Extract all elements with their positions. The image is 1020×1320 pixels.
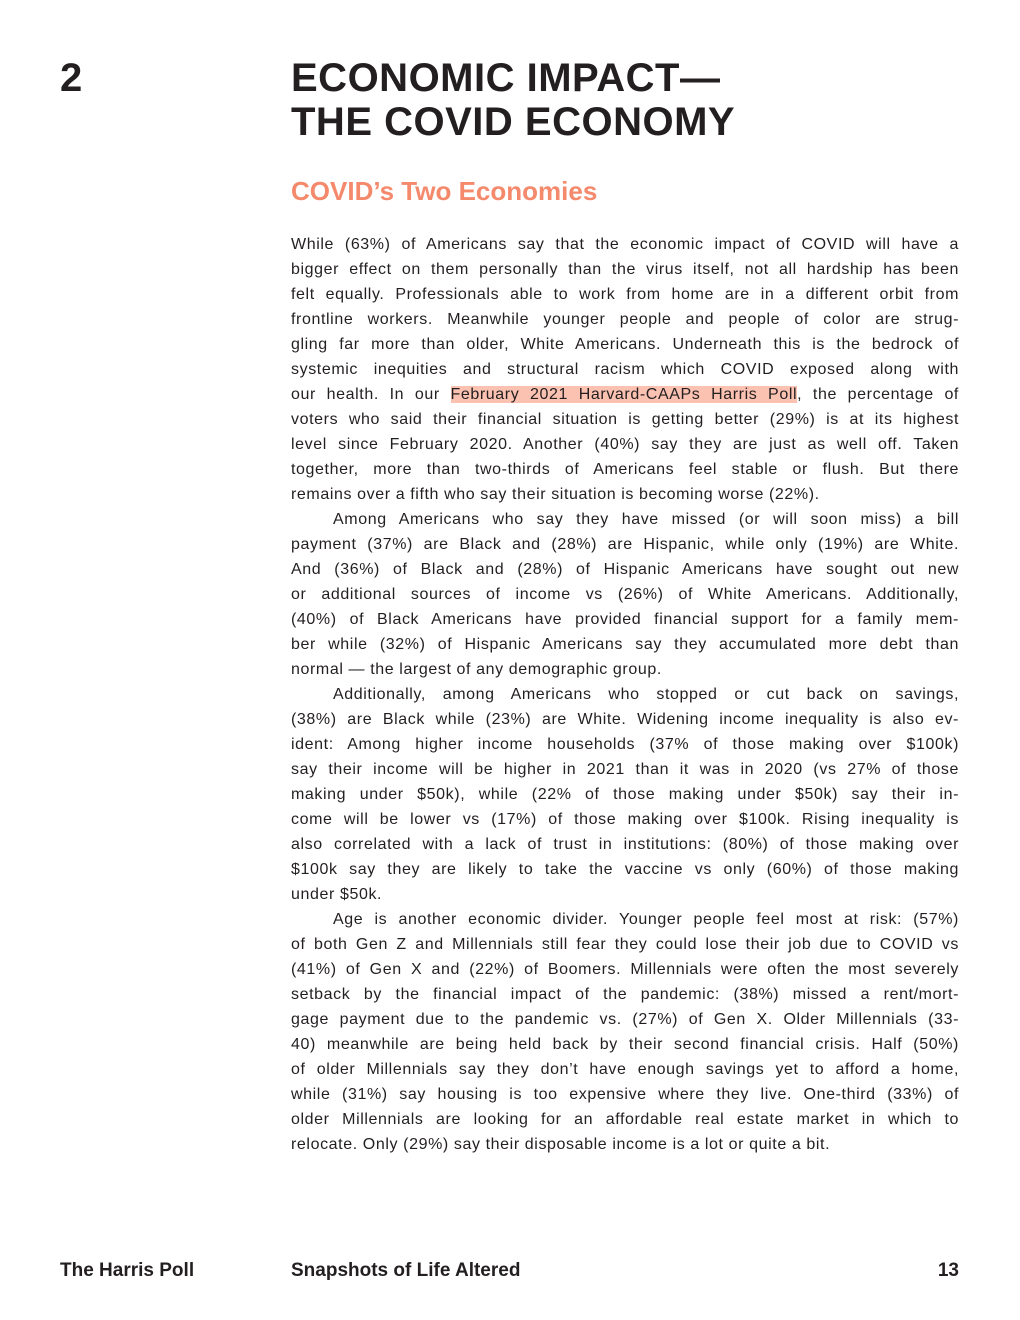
paragraph-line: older Millennials are looking for an affordable real estate market in which to [291, 1111, 959, 1128]
paragraph-line: come will be lower vs (17%) of those making over $100k. Rising inequality is [291, 811, 959, 828]
paragraph-line: gage payment due to the pandemic vs. (27%) of Gen X. Older Millennials (33- [291, 1011, 959, 1028]
line-segment: , the percentage of [797, 386, 959, 403]
paragraph-line: or additional sources of income vs (26%) of White Americans. Additionally, [291, 586, 959, 603]
paragraph-line: together, more than two-thirds of Americans feel stable or flush. But there [291, 461, 959, 478]
paragraph-line: relocate. Only (29%) say their disposable income is a lot or quite a bit. [291, 1136, 831, 1153]
highlighted-poll-link[interactable]: February 2021 Harvard-CAAPs Harris Poll [450, 386, 798, 403]
paragraph-line: level since February 2020. Another (40%) say they are just as well off. Taken [291, 436, 959, 453]
paragraph-line: felt equally. Professionals able to work from home are in a different orbit from [291, 286, 959, 303]
paragraph-line: under $50k. [291, 886, 383, 903]
chapter-number: 2 [60, 56, 83, 100]
title-line: THE COVID ECONOMY [291, 100, 736, 144]
line-segment: our health. In our [291, 386, 451, 403]
title-line: ECONOMIC IMPACT— [291, 56, 721, 100]
paragraph-line: ber while (32%) of Hispanic Americans say they accumulated more debt than [291, 636, 959, 653]
paragraph-line: $100k say they are likely to take the vaccine vs only (60%) of those making [291, 861, 959, 878]
paragraph-line: say their income will be higher in 2021 than it was in 2020 (vs 27% of those [291, 761, 959, 778]
section-heading: COVID’s Two Economies [291, 176, 598, 206]
body-text [291, 232, 959, 1157]
paragraph-line: of both Gen Z and Millennials still fear they could lose their job due to COVID vs [291, 936, 959, 953]
paragraph-line: normal — the largest of any demographic group. [291, 661, 662, 678]
paragraph-line: 40) meanwhile are being held back by their second financial crisis. Half (50%) [291, 1036, 959, 1053]
footer-title: Snapshots of Life Altered [291, 1260, 521, 1281]
paragraph-line: Among Americans who say they have missed (or will soon miss) a bill [333, 511, 959, 528]
page-number: 13 [937, 1260, 959, 1281]
footer-publisher: The Harris Poll [60, 1260, 195, 1281]
paragraph-line: Age is another economic divider. Younger people feel most at risk: (57%) [333, 911, 959, 928]
paragraph-line: payment (37%) are Black and (28%) are Hispanic, while only (19%) are White. [291, 536, 959, 553]
paragraph-line: systemic inequities and structural racism which COVID exposed along with [291, 361, 959, 378]
paragraph-line: And (36%) of Black and (28%) of Hispanic Americans have sought out new [291, 561, 959, 578]
paragraph-line: ident: Among higher income households (37% of those making over $100k) [291, 736, 959, 753]
paragraph-line: While (63%) of Americans say that the economic impact of COVID will have a [291, 236, 959, 253]
paragraph-line: also correlated with a lack of trust in institutions: (80%) of those making over [291, 836, 959, 853]
paragraph-line: (41%) of Gen X and (22%) of Boomers. Millennials were often the most severely [291, 961, 959, 978]
paragraph-line [291, 382, 959, 407]
paragraph-line: gling far more than older, White Americans. Underneath this is the bedrock of [291, 336, 959, 353]
paragraph-line: Additionally, among Americans who stopped or cut back on savings, [333, 686, 959, 703]
paragraph-line: setback by the financial impact of the pandemic: (38%) missed a rent/mort- [291, 986, 959, 1003]
paragraph-line: remains over a fifth who say their situation is becoming worse (22%). [291, 486, 820, 503]
paragraph-line: while (31%) say housing is too expensive where they live. One-third (33%) of [291, 1086, 959, 1103]
paragraph-line: voters who said their financial situation is getting better (29%) is at its highest [291, 411, 959, 428]
paragraph-line: bigger effect on them personally than the virus itself, not all hardship has been [291, 261, 959, 278]
paragraph-line: frontline workers. Meanwhile younger people and people of color are strug- [291, 311, 959, 328]
page-title [291, 56, 735, 144]
paragraph-line: (40%) of Black Americans have provided financial support for a family mem- [291, 611, 959, 628]
paragraph-line: of older Millennials say they don’t have enough savings yet to afford a home, [291, 1061, 959, 1078]
paragraph-line: making under $50k), while (22% of those making under $50k) say their in- [291, 786, 959, 803]
paragraph-line: (38%) are Black while (23%) are White. Widening income inequality is also ev- [291, 711, 959, 728]
